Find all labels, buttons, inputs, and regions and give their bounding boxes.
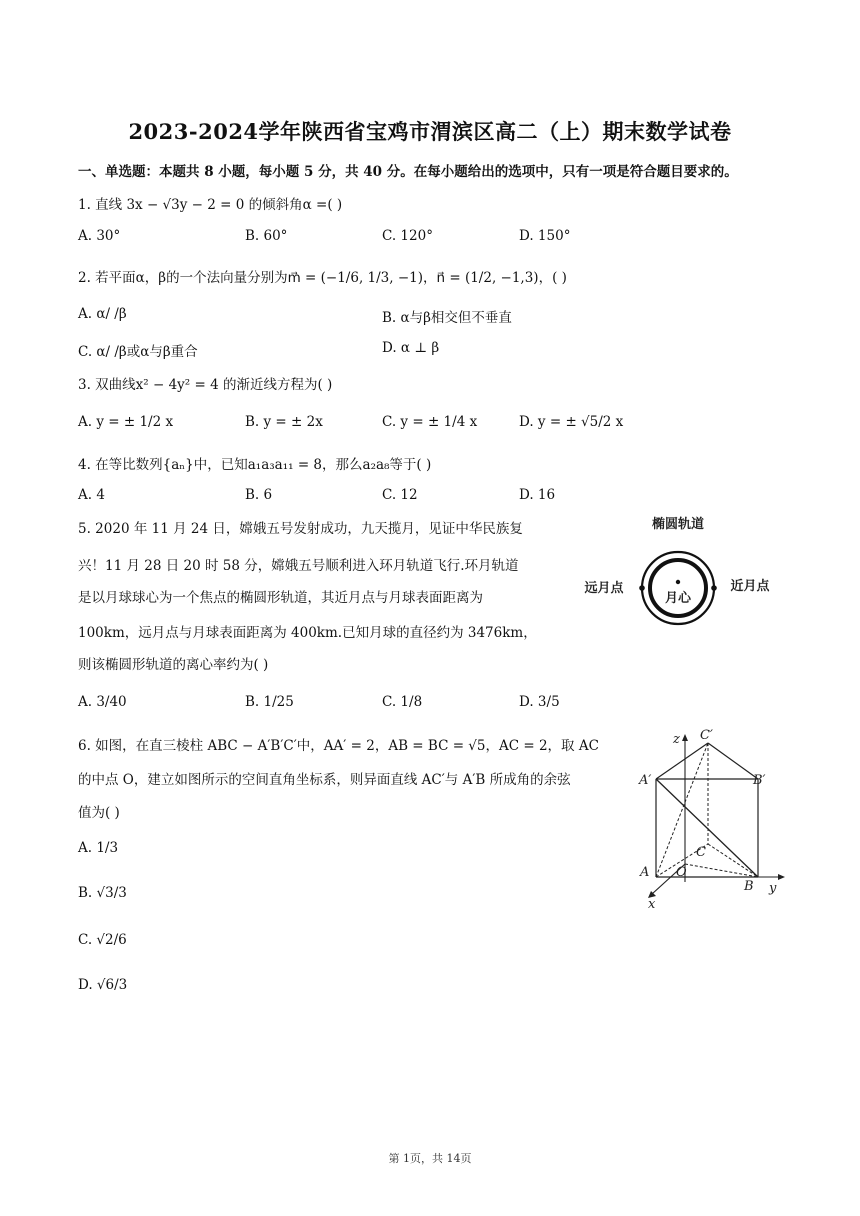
- question-3-option-d: D. y = ± √5/2 x: [519, 414, 624, 430]
- question-4-option-a: A. 4: [78, 487, 105, 503]
- label-c-prime: C′: [700, 728, 713, 743]
- perilune-dot: [711, 585, 717, 591]
- question-4-option-d: D. 16: [519, 487, 556, 503]
- moon-circle: [650, 560, 706, 616]
- question-6-stem-line-1: 6. 如图，在直三棱柱 ABC − A′B′C′中，AA′ = 2，AB = BC = √5，AC = 2，取 AC: [78, 738, 599, 754]
- orbit-outer-ring: [642, 552, 714, 624]
- label-o: O: [676, 865, 687, 880]
- moon-center-dot: [676, 580, 680, 584]
- orbit-figure: [570, 512, 785, 627]
- label-b-prime: B′: [753, 773, 766, 788]
- question-6-option-c: C. √2/6: [78, 932, 127, 948]
- segment-a1-b: [656, 779, 758, 877]
- label-a: A: [640, 865, 650, 880]
- z-axis-arrow: [682, 734, 688, 741]
- question-5-stem-line-5: 则该椭圆形轨道的离心率约为( ): [78, 657, 269, 673]
- question-2-option-d: D. α ⊥ β: [382, 340, 440, 356]
- question-4-stem: 4. 在等比数列{aₙ}中，已知a₁a₃a₁₁ = 8，那么a₂a₈等于( ): [78, 457, 432, 473]
- orbit-title: 椭圆轨道: [651, 517, 705, 532]
- question-2-stem: 2. 若平面α，β的一个法向量分别为m⃗ = (−1/6, 1/3, −1)，n⃗ = (1/2, −1,3)，( ): [78, 270, 567, 286]
- section-heading: 一、单选题：本题共 8 小题，每小题 5 分，共 40 分。在每小题给出的选项中，只有一项是符合题目要求的。: [78, 164, 738, 180]
- label-x: x: [648, 897, 656, 911]
- perilune-label: 近月点: [730, 579, 770, 594]
- edge-c1-b1: [708, 743, 758, 779]
- edge-c-b-hidden: [708, 844, 758, 877]
- question-2-option-b: B. α与β相交但不垂直: [382, 310, 512, 326]
- question-5-stem-line-2: 兴！11 月 28 日 20 时 58 分，嫦娥五号顺利进入环月轨道飞行.环月轨道: [78, 558, 519, 574]
- label-z: z: [673, 732, 680, 747]
- page-title: 2023-2024学年陕西省宝鸡市渭滨区高二（上）期末数学试卷: [128, 119, 732, 144]
- question-6-option-d: D. √6/3: [78, 977, 128, 993]
- apolune-dot: [639, 585, 645, 591]
- question-3-option-c: C. y = ± 1/4 x: [382, 414, 478, 430]
- question-5-option-a: A. 3/40: [78, 694, 127, 710]
- question-5-stem-line-1: 5. 2020 年 11 月 24 日，嫦娥五号发射成功，九天揽月，见证中华民族复: [78, 521, 523, 537]
- label-a-prime: A′: [639, 773, 652, 788]
- question-1-option-c: C. 120°: [382, 228, 433, 244]
- question-1-option-a: A. 30°: [78, 228, 121, 244]
- question-5-stem-line-4: 100km，远月点与月球表面距离为 400km.已知月球的直径约为 3476km，: [78, 625, 537, 641]
- label-y: y: [769, 881, 777, 896]
- question-6-stem-line-3: 值为( ): [78, 805, 120, 821]
- label-c: C: [696, 845, 706, 860]
- y-axis-arrow: [778, 874, 785, 880]
- question-6-option-b: B. √3/3: [78, 885, 127, 901]
- question-1-option-d: D. 150°: [519, 228, 571, 244]
- question-5-option-c: C. 1/8: [382, 694, 423, 710]
- question-2-option-c: C. α/ /β或α与β重合: [78, 344, 198, 360]
- edge-a1-c1: [656, 743, 708, 779]
- question-6-option-a: A. 1/3: [78, 840, 119, 856]
- apolune-label: 远月点: [584, 581, 624, 596]
- question-1-stem: 1. 直线 3x − √3y − 2 = 0 的倾斜角α =( ): [78, 197, 343, 213]
- question-5-stem-line-3: 是以月球球心为一个焦点的椭圆形轨道，其近月点与月球表面距离为: [78, 590, 483, 606]
- question-2-option-a: A. α/ /β: [78, 306, 127, 322]
- question-4-option-b: B. 6: [245, 487, 273, 503]
- moon-center-label: 月心: [664, 591, 692, 606]
- question-4-option-c: C. 12: [382, 487, 418, 503]
- question-3-stem: 3. 双曲线x² − 4y² = 4 的渐近线方程为( ): [78, 377, 333, 393]
- page-footer: 第 1页，共 14页: [388, 1152, 472, 1165]
- label-b: B: [744, 879, 754, 894]
- question-6-stem-line-2: 的中点 O，建立如图所示的空间直角坐标系，则异面直线 AC′与 A′B 所成角的余弦: [78, 772, 571, 788]
- question-5-option-b: B. 1/25: [245, 694, 294, 710]
- question-3-option-b: B. y = ± 2x: [245, 414, 323, 430]
- prism-figure: [630, 726, 790, 911]
- question-3-option-a: A. y = ± 1/2 x: [78, 414, 174, 430]
- question-1-option-b: B. 60°: [245, 228, 288, 244]
- question-5-option-d: D. 3/5: [519, 694, 560, 710]
